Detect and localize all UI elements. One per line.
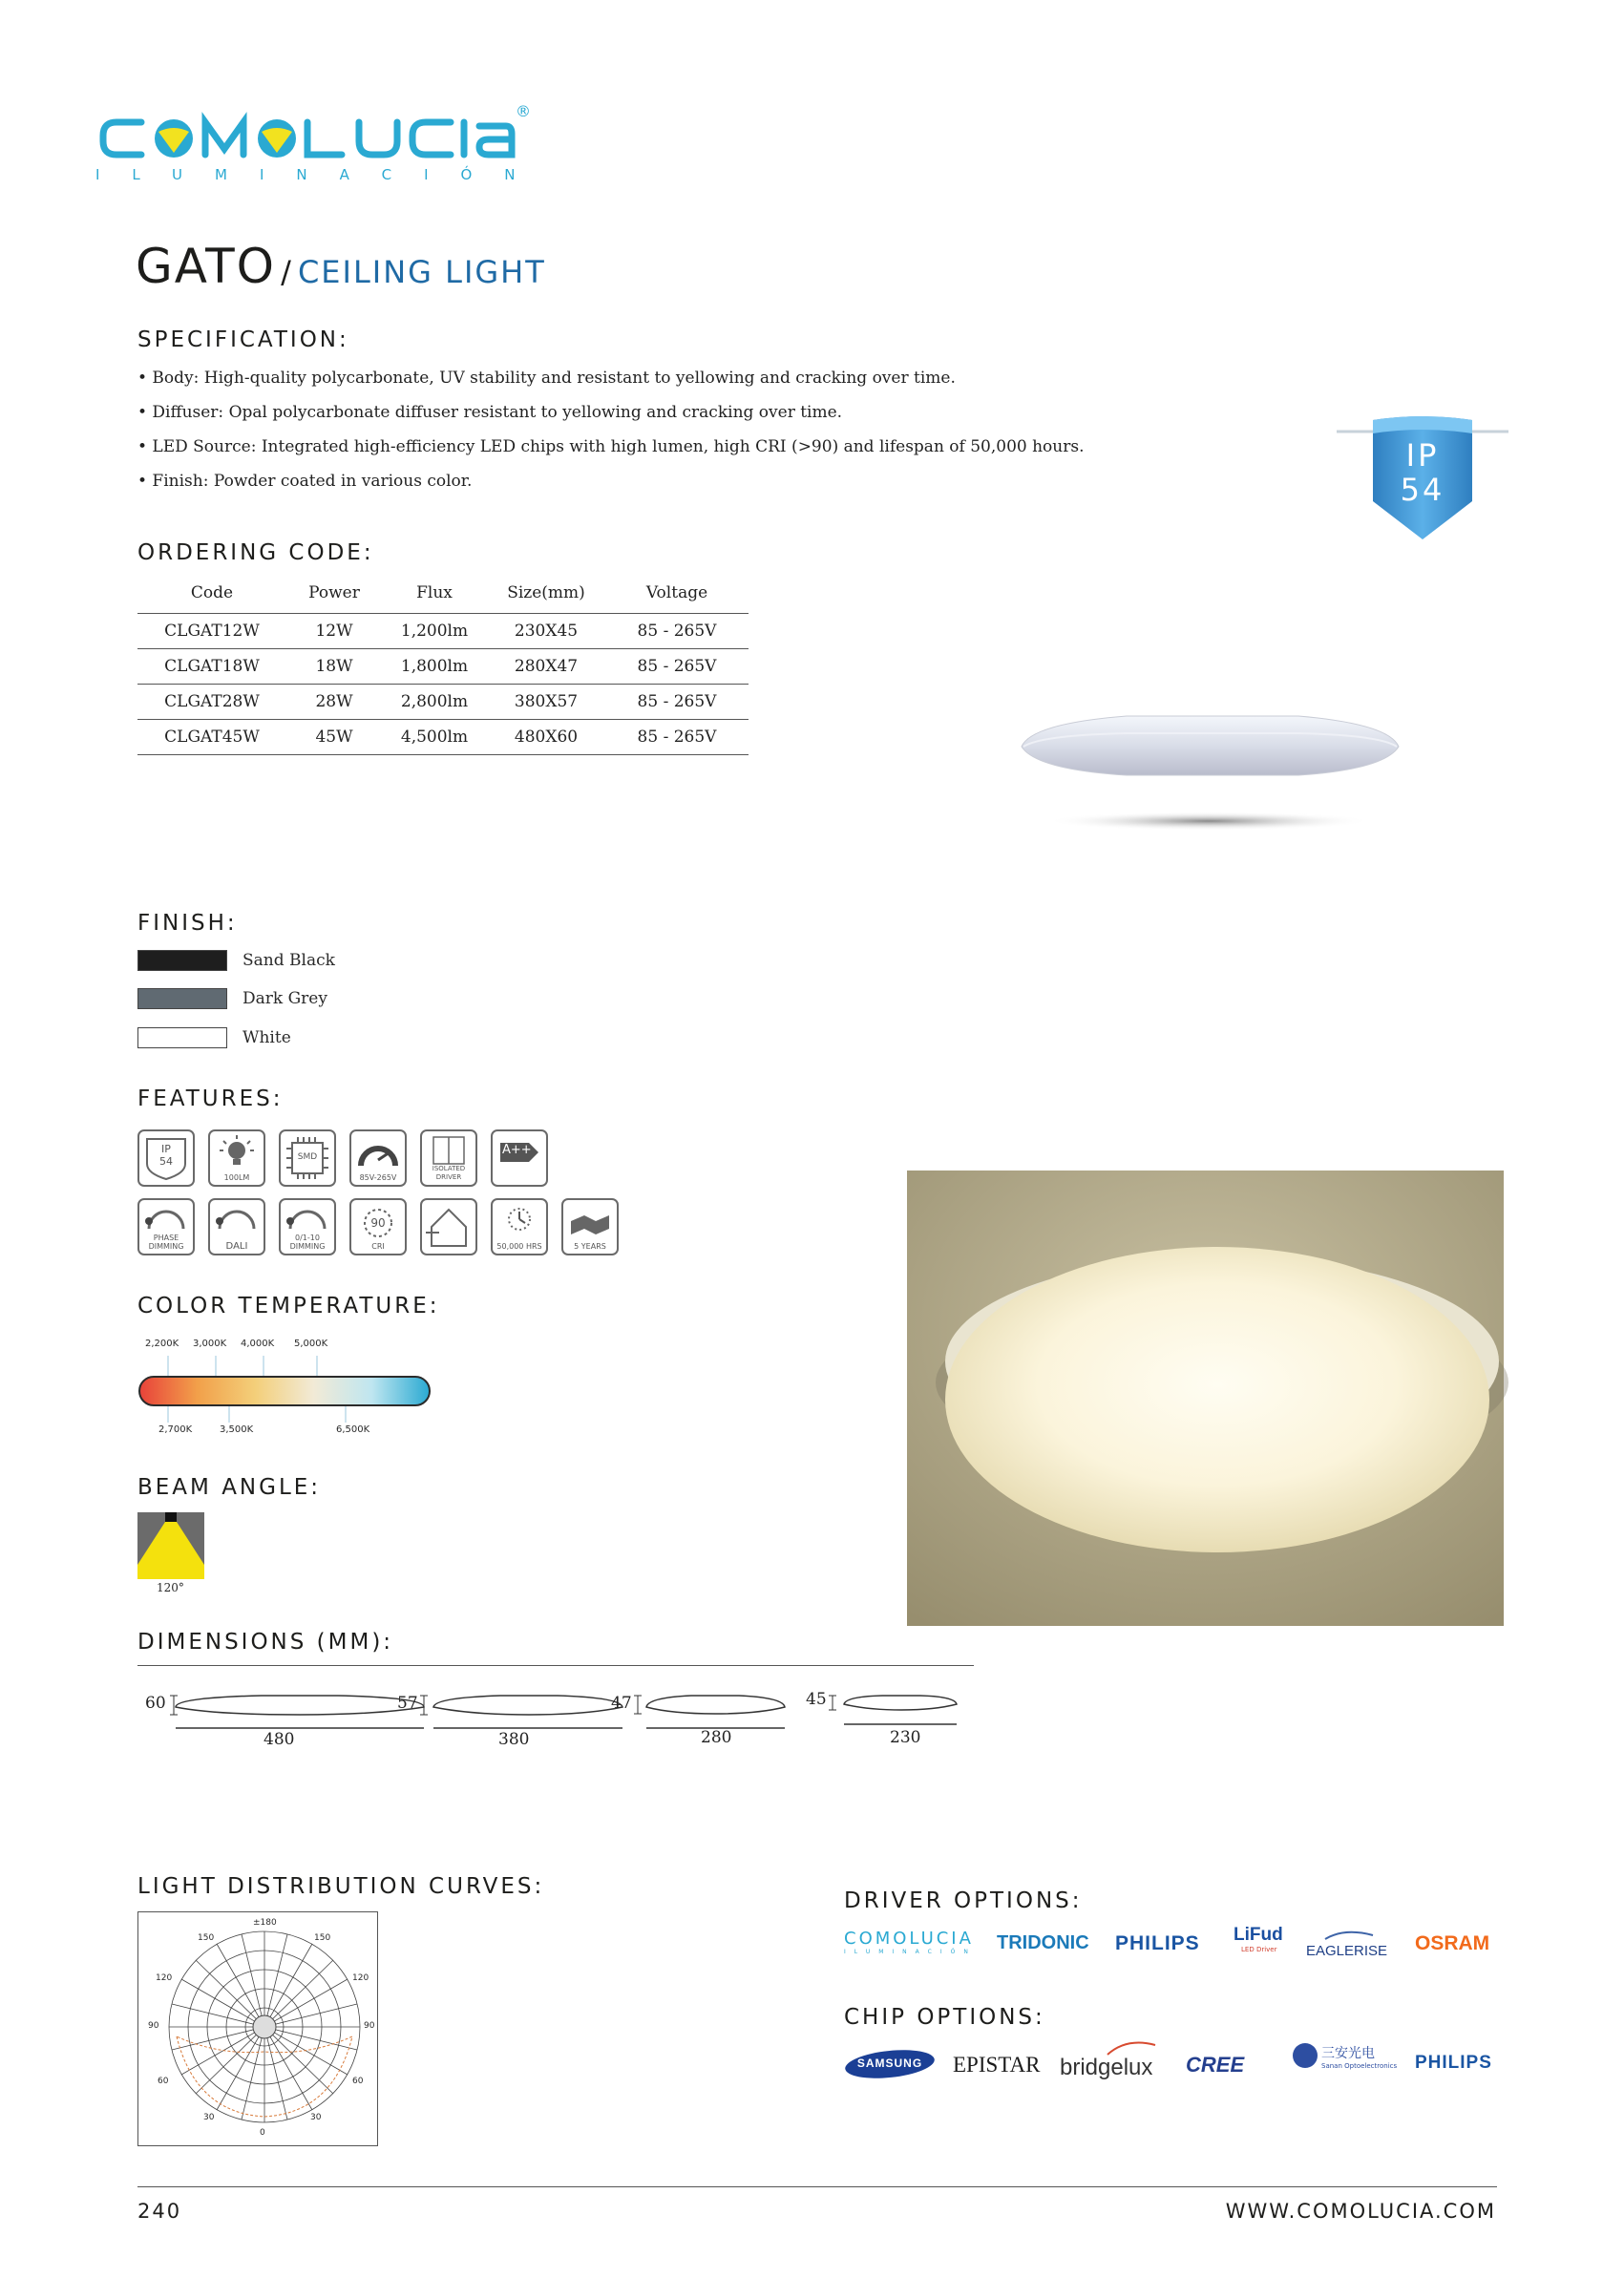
ldc-label: 0: [260, 2128, 265, 2138]
sanan-circle-icon: [1293, 2043, 1318, 2068]
dimming-0-10-icon: [279, 1198, 336, 1255]
brand-subtitle: ILUMINACIÓN: [844, 1949, 977, 1955]
table-cell: 85 - 265V: [605, 685, 749, 720]
ip-badge-line1: IP: [1405, 437, 1440, 474]
finish-label: White: [243, 1028, 291, 1047]
feature-caption: 5 YEARS: [574, 1242, 606, 1251]
brand-name: EAGLERISE: [1306, 1943, 1388, 1959]
page-title: [136, 239, 546, 294]
table-cell: 12W: [286, 614, 382, 649]
website-link[interactable]: WWW.COMOLUCIA.COM: [1225, 2200, 1496, 2223]
finish-heading: FINISH:: [137, 911, 238, 936]
ip54-badge: [1337, 411, 1508, 544]
dimension-width: 280: [701, 1728, 732, 1747]
warranty-icon: [561, 1198, 619, 1255]
column-header: Size(mm): [507, 583, 585, 602]
ldc-label: 150: [314, 1933, 331, 1943]
ldc-label: 90: [364, 2021, 375, 2031]
dimensions-drawings: [137, 1678, 978, 1755]
driver-brand-tridonic: TRIDONIC: [997, 1932, 1089, 1953]
features-icons: [137, 1129, 624, 1263]
table-row: [137, 649, 749, 685]
table-cell: CLGAT28W: [137, 685, 286, 720]
specification-heading: SPECIFICATION:: [137, 327, 349, 352]
ceiling-light-side-graphic: [1012, 687, 1413, 840]
table-cell: 85 - 265V: [605, 649, 749, 685]
ldc-label: 60: [352, 2077, 364, 2086]
finish-label: Dark Grey: [243, 989, 327, 1008]
brand-name: SAMSUNG: [856, 2057, 923, 2070]
eaglerise-swoosh-icon: [1306, 1928, 1382, 1941]
spec-bullet: • Body: High-quality polycarbonate, UV stability and resistant to yellowing and cracking over time.: [137, 369, 956, 388]
energy-class-icon: [491, 1129, 548, 1187]
brand-subtitle: Sanan Optoelectronics: [1321, 2062, 1398, 2070]
feature-caption: 50,000 HRS: [496, 1242, 542, 1251]
table-cell: 85 - 265V: [605, 720, 749, 755]
indoor-icon: [420, 1198, 477, 1255]
feature-caption: PHASE DIMMING: [148, 1234, 184, 1251]
smd-chip-icon: [279, 1129, 336, 1187]
spec-bullet: • Finish: Powder coated in various color.: [137, 472, 473, 491]
dimensions-rule: [137, 1665, 974, 1666]
isolated-driver-icon: [420, 1129, 477, 1187]
smd-icon-text: SMD: [297, 1152, 318, 1162]
ip-icon-text: IP: [161, 1143, 171, 1155]
table-cell: CLGAT45W: [137, 720, 286, 755]
registered-mark: ®: [516, 102, 531, 120]
cct-label: 4,000K: [241, 1339, 275, 1349]
driver-options-heading: DRIVER OPTIONS:: [844, 1888, 1083, 1913]
finish-swatch-dark-grey: [137, 988, 227, 1009]
table-cell: 280X47: [487, 649, 605, 685]
company-logo: [95, 102, 548, 189]
color-temperature-scale: [137, 1327, 443, 1442]
table-row: [137, 614, 749, 649]
cct-label: 5,000K: [294, 1339, 328, 1349]
chip-brand-epistar: EPISTAR: [953, 2053, 1041, 2077]
ip-badge-line2: 54: [1400, 472, 1445, 508]
ldc-label: ±180: [253, 1918, 277, 1928]
feature-caption: 0/1-10 DIMMING: [289, 1234, 326, 1251]
cct-label: 6,500K: [336, 1424, 370, 1435]
product-side-image: [1012, 687, 1413, 840]
spec-bullet: • LED Source: Integrated high-efficiency LED chips with high lumen, high CRI (>90) and lifespan of 50,000 hours.: [137, 437, 1085, 456]
cct-label: 2,200K: [145, 1339, 179, 1349]
dimensions-heading: DIMENSIONS (MM):: [137, 1630, 394, 1655]
logo-tagline: ILUMINACIÓN: [95, 166, 548, 183]
chip-brand-logos: [844, 2037, 1512, 2095]
table-header-row: [137, 573, 749, 614]
page-number: 240: [137, 2200, 182, 2223]
driver-brand-osram: OSRAM: [1415, 1932, 1490, 1954]
table-cell: 1,200lm: [382, 614, 487, 649]
installed-light-photo: [907, 1171, 1504, 1626]
table-cell: 480X60: [487, 720, 605, 755]
ldc-heading: LIGHT DISTRIBUTION CURVES:: [137, 1874, 545, 1899]
cct-label: 2,700K: [158, 1424, 193, 1435]
driver-brand-eaglerise: [1306, 1927, 1387, 1959]
table-cell: 18W: [286, 649, 382, 685]
chip-brand-philips: PHILIPS: [1415, 2053, 1492, 2073]
feature-caption: CRI: [371, 1242, 385, 1251]
cri-icon: [349, 1198, 407, 1255]
column-header: Code: [190, 583, 234, 602]
feature-caption: 100LM: [223, 1173, 250, 1182]
ldc-label: 30: [203, 2113, 215, 2122]
footer-rule: [137, 2186, 1497, 2187]
voltage-icon: [349, 1129, 407, 1187]
spec-bullet: • Diffuser: Opal polycarbonate diffuser resistant to yellowing and cracking over time.: [137, 403, 843, 422]
dali-icon: [208, 1198, 265, 1255]
table-cell: 230X45: [487, 614, 605, 649]
feature-caption: ISOLATED DRIVER: [432, 1165, 466, 1181]
ldc-diagram: [137, 1911, 378, 2146]
feature-caption: 85V-265V: [359, 1173, 397, 1182]
dimension-width: 230: [890, 1728, 921, 1747]
dimension-height: 47: [611, 1694, 632, 1713]
chip-brand-samsung: [844, 2049, 936, 2079]
brand-name: COMOLUCIA: [844, 1929, 974, 1949]
cct-label: 3,000K: [193, 1339, 227, 1349]
polar-grid-graphic: [138, 1912, 377, 2145]
finish-swatch-sand-black: [137, 950, 227, 971]
ldc-label: 60: [158, 2077, 169, 2086]
table-cell: 4,500lm: [382, 720, 487, 755]
ldc-label: 120: [352, 1973, 369, 1983]
chip-brand-bridgelux: [1060, 2037, 1159, 2081]
column-header: Flux: [416, 583, 453, 602]
brand-subtitle: LED Driver: [1241, 1946, 1277, 1953]
dimension-height: 57: [397, 1694, 418, 1713]
beam-angle-value: 120°: [157, 1581, 184, 1594]
table-row: [137, 720, 749, 755]
product-category: CEILING LIGHT: [297, 254, 546, 290]
product-name: GATO: [136, 239, 276, 294]
brand-name: 三安光电: [1321, 2046, 1375, 2061]
energy-class-text: A++: [502, 1143, 532, 1157]
cri-icon-value: 90: [370, 1216, 386, 1230]
driver-brand-lifud: [1234, 1925, 1283, 1953]
ip-icon-number: 54: [159, 1155, 173, 1168]
title-separator: /: [281, 254, 293, 290]
ldc-label: 150: [198, 1933, 215, 1943]
phase-dimming-icon: [137, 1198, 195, 1255]
table-cell: 380X57: [487, 685, 605, 720]
dimension-height: 60: [145, 1694, 166, 1713]
table-cell: CLGAT12W: [137, 614, 286, 649]
driver-brand-philips: PHILIPS: [1115, 1932, 1200, 1954]
table-cell: 28W: [286, 685, 382, 720]
column-header: Power: [308, 583, 360, 602]
color-temperature-heading: COLOR TEMPERATURE:: [137, 1294, 440, 1318]
ordering-code-table: [137, 573, 749, 755]
table-cell: 1,800lm: [382, 649, 487, 685]
feature-caption: DALI: [225, 1241, 248, 1252]
features-heading: FEATURES:: [137, 1086, 284, 1111]
bulb-icon: [208, 1129, 265, 1187]
table-cell: 85 - 265V: [605, 614, 749, 649]
dimension-width: 480: [264, 1730, 295, 1749]
finish-label: Sand Black: [243, 951, 335, 970]
specification-list: [137, 369, 1235, 506]
finish-swatch-white: [137, 1027, 227, 1048]
ordering-code-heading: ORDERING CODE:: [137, 540, 374, 565]
brand-name: LiFud: [1234, 1925, 1283, 1945]
chip-brand-cree: CREE: [1186, 2053, 1245, 2077]
cct-label: 3,500K: [220, 1424, 254, 1435]
driver-brand-logos: [844, 1925, 1512, 1972]
chip-options-heading: CHIP OPTIONS:: [844, 2005, 1045, 2030]
table-row: [137, 685, 749, 720]
dimension-width: 380: [498, 1730, 530, 1749]
ip54-icon: [137, 1129, 195, 1187]
ldc-label: 90: [148, 2021, 159, 2031]
table-cell: 45W: [286, 720, 382, 755]
column-header: Voltage: [645, 583, 708, 602]
ldc-label: 30: [310, 2113, 322, 2122]
ldc-label: 120: [156, 1973, 173, 1983]
bridgelux-arc-icon: [1060, 2037, 1159, 2057]
table-cell: CLGAT18W: [137, 649, 286, 685]
beam-angle-icon: [137, 1512, 204, 1579]
beam-angle-heading: BEAM ANGLE:: [137, 1475, 322, 1500]
lifespan-icon: [491, 1198, 548, 1255]
driver-brand-comolucia: [844, 1929, 977, 1955]
dimension-height: 45: [806, 1690, 827, 1709]
brand-name: bridgelux: [1060, 2055, 1153, 2080]
table-cell: 2,800lm: [382, 685, 487, 720]
